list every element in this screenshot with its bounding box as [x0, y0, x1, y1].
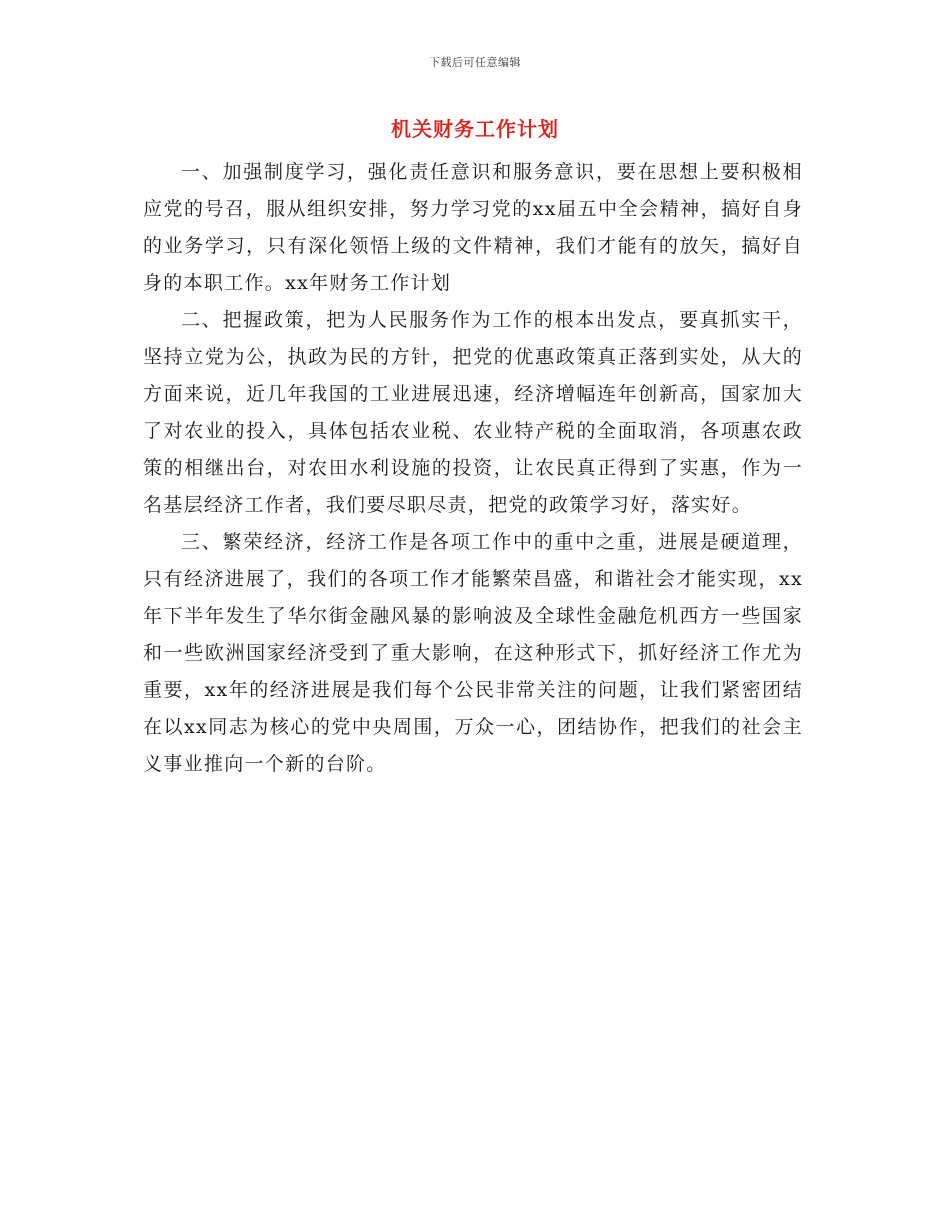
header-note: 下载后可任意编辑	[429, 56, 521, 69]
paragraph-3: 三、繁荣经济，经济工作是各项工作中的重中之重，进展是硬道理，只有经济进展了，我们的各项工作才能繁荣昌盛，和谐社会才能实现，xx年下半年发生了华尔街金融风暴的影响波及全球性金融危机西方一些国家和一些欧洲国家经济受到了重大影响，在这种形式下，抓好经济工作尤为重要，xx年的经济进展是我们每个公民非常关注的问题，让我们紧密团结在以xx同志为核心的党中央周围，万众一心，团结协作，把我们的社会主义事业推向一个新的台阶。	[143, 531, 803, 775]
document-title: 机关财务工作计划	[391, 117, 559, 141]
paragraph-2: 二、把握政策，把为人民服务作为工作的根本出发点，要真抓实干，坚持立党为公，执政为民的方针，把党的优惠政策真正落到实处，从大的方面来说，近几年我国的工业进展迅速，经济增幅连年创新高，国家加大了对农业的投入，具体包括农业税、农业特产税的全面取消，各项惠农政策的相继出台，对农田水利设施的投资，让农民真正得到了实惠，作为一名基层经济工作者，我们要尽职尽责，把党的政策学习好，落实好。	[143, 309, 803, 516]
document-body	[143, 154, 803, 783]
paragraph-1: 一、加强制度学习，强化责任意识和服务意识，要在思想上要积极相应党的号召，服从组织安排，努力学习党的xx届五中全会精神，搞好自身的业务学习，只有深化领悟上级的文件精神，我们才能有的放矢，搞好自身的本职工作。xx年财务工作计划	[143, 161, 803, 294]
